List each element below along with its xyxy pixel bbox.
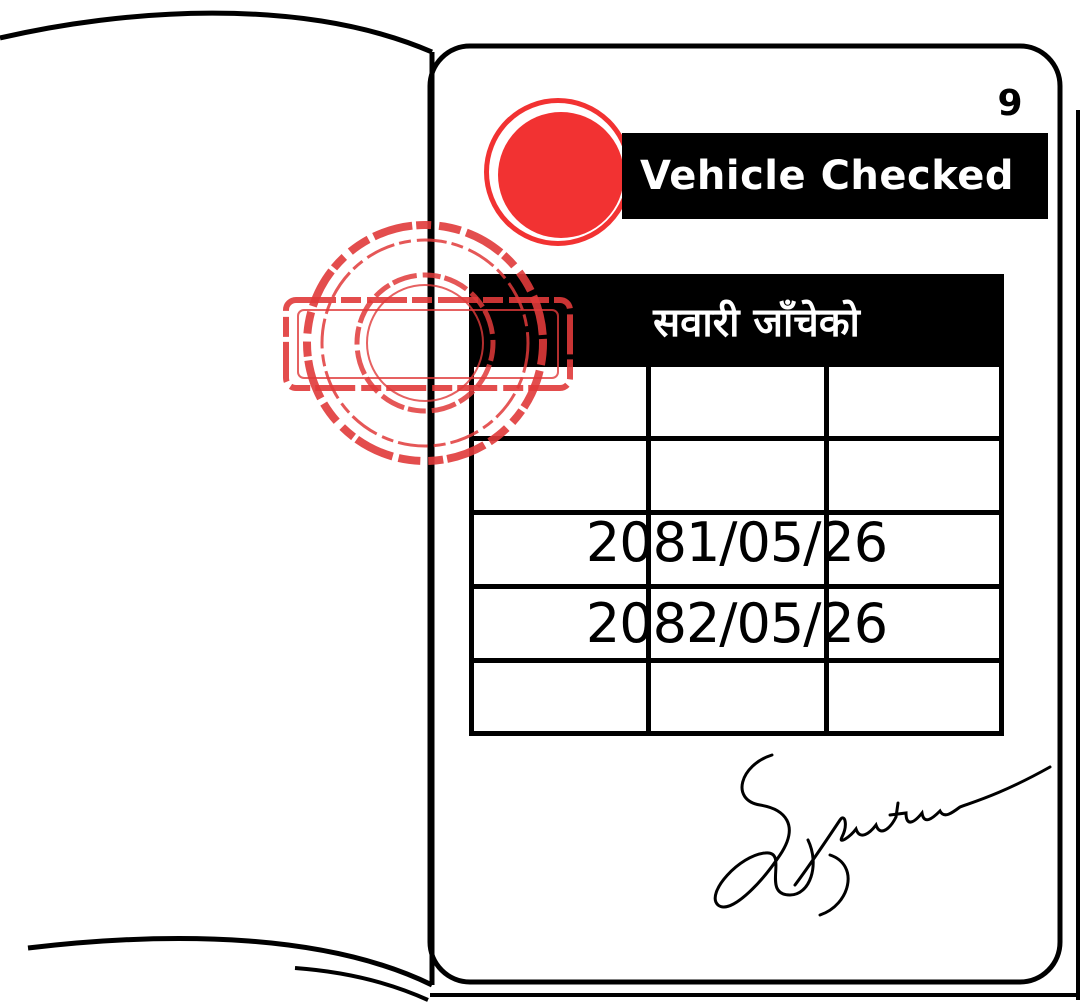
inspection-date-row: 2081/05/26 [585,511,888,574]
grid-row-divider [474,584,999,589]
table-header-title: सवारी जाँचेको [653,299,860,346]
vehicle-checked-banner [622,133,1048,219]
table-header [469,274,1004,366]
vehicle-checked-title: Vehicle Checked [640,153,1015,199]
red-dot-icon [498,112,624,238]
inspection-date-row: 2082/05/26 [585,592,888,655]
grid-row-divider [474,658,999,663]
grid-row-divider [474,436,999,441]
signature-icon [700,745,1060,925]
page-number: 9 [997,83,1023,124]
